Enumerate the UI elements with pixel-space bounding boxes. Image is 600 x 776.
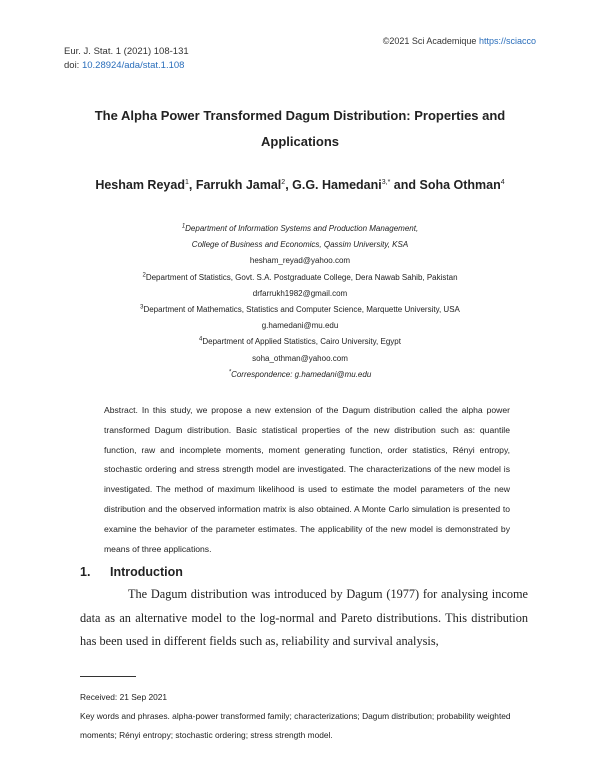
abstract: Abstract. In this study, we propose a new extension of the Dagum distribution called the alpha power transformed Dagum distribution. Basic statistical properties of the new distribution such as: quantile function, raw and incomplete moments, moment generating function, order statistics, Rényi entropy, stochastic ordering and stress strength model are investigated. The characterizations of the new model is investigated. The method of maximum likelihood is used to estimate the model parameters of the new distribution and the observed information matrix is also obtained. A Monte Carlo simulation is presented to examine the behavior of the parameter estimates. The applicability of the new model is demonstrated by means of three applications. (104, 405, 510, 554)
affiliation-text: Correspondence: g.hamedani@mu.edu (231, 369, 372, 379)
footnotes (80, 688, 520, 745)
affiliations (60, 221, 540, 383)
affiliation-text: soha_othman@yahoo.com (252, 353, 348, 363)
journal-info (64, 45, 189, 73)
affiliation-marker: 4 (199, 336, 203, 343)
affiliation-line (60, 318, 540, 334)
author-list (60, 178, 540, 192)
affiliation-text: g.hamedani@mu.edu (261, 321, 339, 331)
copyright-notice (383, 36, 536, 46)
affiliation-line (60, 270, 540, 286)
affiliation-line (60, 367, 540, 383)
journal-citation: Eur. J. Stat. 1 (2021) 108-131 (64, 46, 189, 57)
affiliation-text: Department of Information Systems and Production Management, (185, 224, 419, 233)
affiliation-marker: 1 (181, 223, 186, 230)
author: Farrukh Jamal$^2$, (195, 178, 293, 192)
keywords: Key words and phrases. alpha-power transformed family; characterizations; Dagum distribution; probability weighted moments; Rényi entropy; stochastic ordering; stress strength model. (80, 711, 511, 740)
doi-link[interactable]: 10.28924/ada/stat.1.108 (81, 60, 185, 71)
title-line-1: The Alpha Power Transformed Dagum Distribution: Properties and (94, 108, 506, 123)
affiliation-text: hesham_reyad@yahoo.com (249, 256, 351, 266)
paper-title (60, 103, 540, 155)
affiliation-line (60, 302, 540, 318)
affiliation-line (60, 221, 540, 237)
author: G.G. Hamedani$^{3,*}$ and (292, 178, 420, 192)
author: Soha Othman$^4$ (419, 178, 505, 192)
affiliation-line (60, 253, 540, 269)
doi-line (64, 59, 189, 73)
introduction-paragraph: The Dagum distribution was introduced by Dagum (1977) for analysing income data as an alternative model to the log-normal and Pareto distributions. This distribution has been used in different fields such as, reliability and survival analysis, (80, 587, 528, 648)
doi-label: doi: (64, 60, 80, 71)
affiliation-text: Department of Statistics, Govt. S.A. Postgraduate College, Dera Nawab Sahib, Pakistan (145, 272, 458, 282)
affiliation-text: drfarrukh1982@gmail.com (252, 288, 348, 298)
affiliation-text: Department of Applied Statistics, Cairo University, Egypt (202, 337, 401, 347)
affiliation-line (60, 237, 540, 253)
publisher-link[interactable]: https://sciacco (478, 36, 536, 46)
affiliation-line (60, 286, 540, 302)
affiliation-text: Department of Mathematics, Statistics and Computer Science, Marquette University, USA (143, 305, 460, 315)
affiliation-line (60, 351, 540, 367)
section-title: Introduction (110, 565, 183, 579)
affiliation-marker: * (228, 369, 232, 376)
title-line-2: Applications (260, 134, 339, 149)
footnote-divider (80, 676, 136, 677)
affiliation-text: College of Business and Economics, Qassim University, KSA (191, 240, 409, 250)
section-heading (80, 565, 183, 579)
copyright-text: ©2021 Sci Academique (382, 36, 477, 46)
affiliation-marker: 3 (140, 304, 144, 311)
received-date: Received: 21 Sep 2021 (80, 692, 168, 702)
section-number: 1. (80, 565, 91, 579)
author: Hesham Reyad$^1$, (95, 178, 196, 192)
affiliation-marker: 2 (142, 271, 146, 278)
affiliation-line (60, 334, 540, 350)
